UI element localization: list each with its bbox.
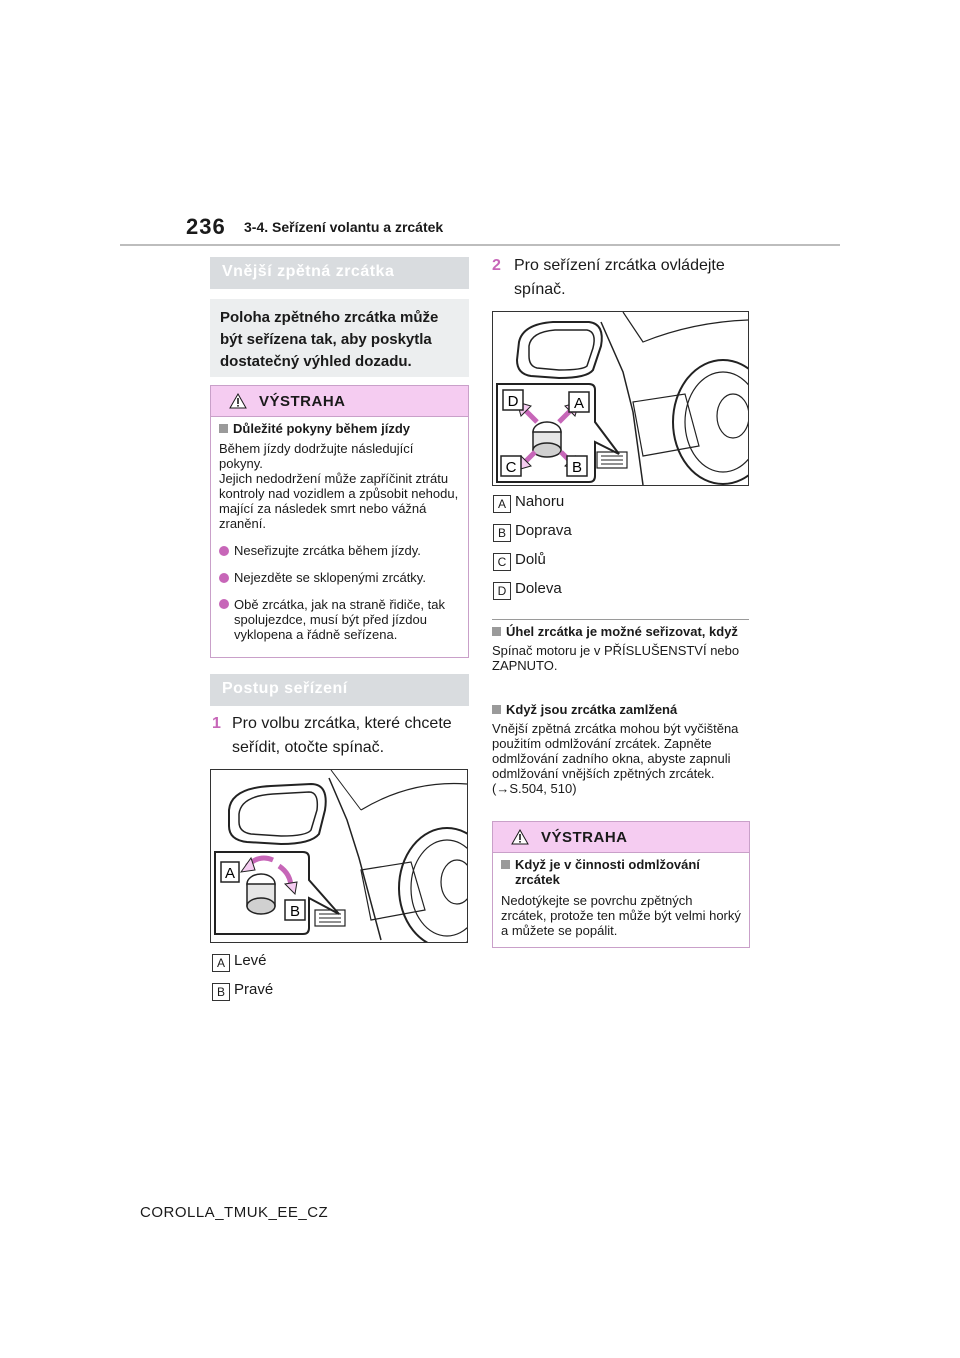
notes-divider	[492, 619, 749, 620]
warning-bullet: Obě zrcátka, jak na straně řidiče, tak spolujezdce, musí být před jízdou vyklopena a řádně seřízena.	[219, 597, 460, 642]
legend-item: B Doprava	[493, 520, 743, 542]
square-bullet-icon	[492, 705, 501, 714]
warning-title: VÝSTRAHA	[259, 393, 346, 410]
legend-item: A Levé	[212, 950, 462, 972]
figure1-label-b: B	[289, 903, 301, 920]
step-2: 2 Pro seřízení zrcátka ovládejte spínač.	[492, 257, 725, 298]
intro-text: Poloha zpětného zrcátka může být seřízena tak, aby poskytla dostatečný výhled dozadu.	[210, 299, 469, 377]
section-title-mirrors: Vnější zpětná zrcátka	[210, 257, 469, 289]
figure1-label-a: A	[224, 865, 236, 882]
square-bullet-icon	[219, 424, 228, 433]
warning-text: Během jízdy dodržujte následující pokyny. Jejich nedodržení může zapříčinit ztrátu kontroly nad vozidlem a způsobit nehodu, mající za následek smrt nebo vážná zranění.	[219, 441, 459, 531]
chapter-title: 3-4. Seřízení volantu a zrcátek	[244, 219, 444, 235]
note-text: Vnější zpětná zrcátka mohou být vyčištěna použitím odmlžování zrcátek. Zapněte odmlžování zadního okna, abyste zapnuli odmlžování vnějších zpětných zrcátek. (→S.504, 510)	[492, 721, 739, 796]
legend-figure1	[212, 950, 462, 1001]
warning-box-driving	[210, 385, 469, 658]
legend-item: B Pravé	[212, 979, 462, 1001]
warning-title: VÝSTRAHA	[541, 829, 628, 846]
header-rule	[120, 244, 840, 246]
figure-mirror-select-switch	[210, 769, 468, 943]
dot-bullet-icon	[219, 573, 229, 583]
figure2-label-a: A	[573, 395, 585, 412]
warning-bullet: Neseřizujte zrcátka během jízdy.	[219, 543, 460, 558]
figure-mirror-adjust-switch	[492, 311, 749, 486]
mirror-select-illustration	[211, 770, 467, 942]
legend-item: D Doleva	[493, 578, 743, 600]
dot-bullet-icon	[219, 546, 229, 556]
figure2-label-c: C	[505, 459, 517, 476]
footer-code: COROLLA_TMUK_EE_CZ	[140, 1204, 329, 1221]
square-bullet-icon	[492, 627, 501, 636]
figure2-label-d: D	[507, 393, 519, 410]
warning-triangle-icon	[229, 393, 247, 409]
warning-bullet: Nejezděte se sklopenými zrcátky.	[219, 570, 460, 585]
note-adjust-condition	[492, 624, 749, 673]
note-fogged-mirrors	[492, 702, 749, 796]
mirror-adjust-illustration	[493, 312, 748, 485]
note-text: Spínač motoru je v PŘÍSLUŠENSTVÍ nebo ZAPNUTO.	[492, 643, 740, 673]
step-1: 1 Pro volbu zrcátka, které chcete seřídit, otočte spínač.	[212, 715, 452, 756]
warning-text: Nedotýkejte se povrchu zpětných zrcátek, protože ten může být velmi horký a můžete se popálit.	[501, 893, 741, 938]
warning-header	[493, 822, 749, 853]
legend-item: A Nahoru	[493, 491, 743, 513]
warning-box-defogger	[492, 821, 750, 948]
warning-heading: Když je v činnosti odmlžování zrcátek	[501, 857, 741, 887]
legend-item: C Dolů	[493, 549, 743, 571]
legend-figure2	[493, 491, 743, 600]
dot-bullet-icon	[219, 599, 229, 609]
note-heading: Když jsou zrcátka zamlžená	[492, 702, 749, 717]
warning-heading: Důležité pokyny během jízdy	[219, 421, 460, 436]
note-heading: Úhel zrcátka je možné seřizovat, když	[492, 624, 749, 639]
square-bullet-icon	[501, 860, 510, 869]
section-title-procedure: Postup seřízení	[210, 674, 469, 706]
page-number: 236	[186, 214, 226, 239]
figure2-label-b: B	[571, 459, 583, 476]
warning-header	[211, 386, 468, 417]
warning-triangle-icon	[511, 829, 529, 845]
